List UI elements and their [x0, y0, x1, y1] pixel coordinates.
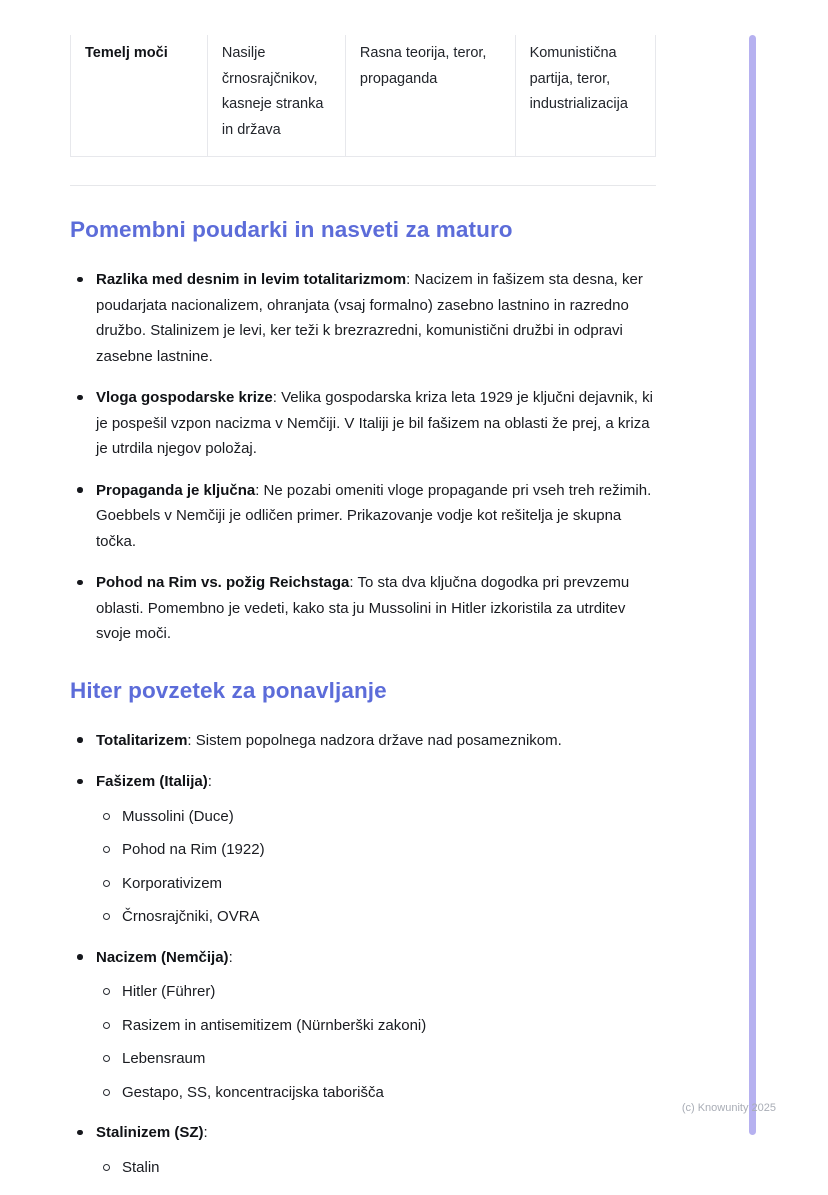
bullet-term: Propaganda je ključna — [96, 481, 256, 499]
table-cell-fascism: Nasilje črnosrajčnikov, kasneje stranka in država — [207, 35, 345, 157]
section-divider — [70, 185, 656, 186]
bullet-text: : — [203, 1124, 208, 1142]
bullet-term: Fašizem (Italija) — [96, 773, 208, 791]
sub-list — [96, 804, 656, 930]
list-item — [70, 945, 656, 1106]
sub-list-item: Gestapo, SS, koncentracijska taborišča — [96, 1080, 656, 1106]
comparison-table — [70, 35, 656, 157]
sub-list-item: Korporativizem — [96, 871, 656, 897]
list-item — [70, 728, 656, 754]
sub-list-item: Hitler (Führer) — [96, 979, 656, 1005]
bullet-term: Totalitarizem — [96, 731, 188, 749]
bullet-text: : Sistem popolnega nadzora države nad posameznikom. — [187, 731, 562, 749]
bullet-text: : To sta dva ključna dogodka pri prevzemu oblasti. Pomembno je vedeti, kako sta ju Mussolini in Hitler izkoristila za utrditev svoje moči. — [96, 574, 630, 643]
table-row-header: Temelj moči — [71, 35, 208, 157]
section-title-highlights: Pomembni poudarki in nasveti za maturo — [70, 217, 513, 243]
copyright-watermark: (c) Knowunity 2025 — [681, 1102, 776, 1114]
bullet-term: Stalinizem (SZ) — [96, 1124, 204, 1142]
list-item — [70, 769, 656, 930]
bullet-text: : Ne pozabi omeniti vloge propagande pri vseh treh režimih. Goebbels v Nemčiji je odličen primer. Prikazovanje vodje kot rešitelja je skupna točka. — [96, 481, 652, 550]
bullet-term: Vloga gospodarske krize — [96, 389, 273, 407]
sub-list-item: Rasizem in antisemitizem (Nürnberški zakoni) — [96, 1013, 656, 1039]
sub-list-item: Črnosrajčniki, OVRA — [96, 904, 656, 930]
table-cell-stalinism: Komunistična partija, teror, industrializacija — [515, 35, 655, 157]
list-item — [70, 570, 656, 647]
table-row — [71, 35, 656, 157]
sub-list-item: Mussolini (Duce) — [96, 804, 656, 830]
list-item — [70, 267, 656, 369]
sub-list — [96, 979, 656, 1105]
table-cell-nazism: Rasna teorija, teror, propaganda — [345, 35, 515, 157]
list-item — [70, 385, 656, 462]
bullet-text: : Velika gospodarska kriza leta 1929 je ključni dejavnik, ki je pospešil vzpon nacizma v Nemčiji. V Italiji je bil fašizem na oblasti že prej, a kriza je utrdila njegov položaj. — [96, 389, 653, 458]
document-page — [70, 0, 656, 1195]
bullet-text: : — [228, 948, 233, 966]
bullet-term: Nacizem (Nemčija) — [96, 948, 229, 966]
sub-list-item: Stalin — [96, 1155, 656, 1181]
section-title-summary: Hiter povzetek za ponavljanje — [70, 677, 387, 703]
sub-list — [96, 1155, 656, 1181]
list-item — [70, 478, 656, 555]
highlights-list — [70, 267, 656, 647]
bullet-term: Razlika med desnim in levim totalitarizmom — [96, 271, 407, 289]
sub-list-item: Lebensraum — [96, 1046, 656, 1072]
sub-list-item: Pohod na Rim (1922) — [96, 837, 656, 863]
bullet-text: : Nacizem in fašizem sta desna, ker poudarjata nacionalizem, ohranjata (vsaj formalno) zasebno lastnino in razredno družbo. Stalinizem je levi, ker teži k brezrazredni, komunistični družbi in odpravi zasebne lastnine. — [96, 271, 643, 365]
bullet-term: Pohod na Rim vs. požig Reichstaga — [96, 574, 350, 592]
bullet-text: : — [207, 773, 212, 791]
summary-list — [70, 728, 656, 1181]
scrollbar-thumb[interactable] — [749, 35, 756, 1135]
list-item — [70, 1120, 656, 1180]
